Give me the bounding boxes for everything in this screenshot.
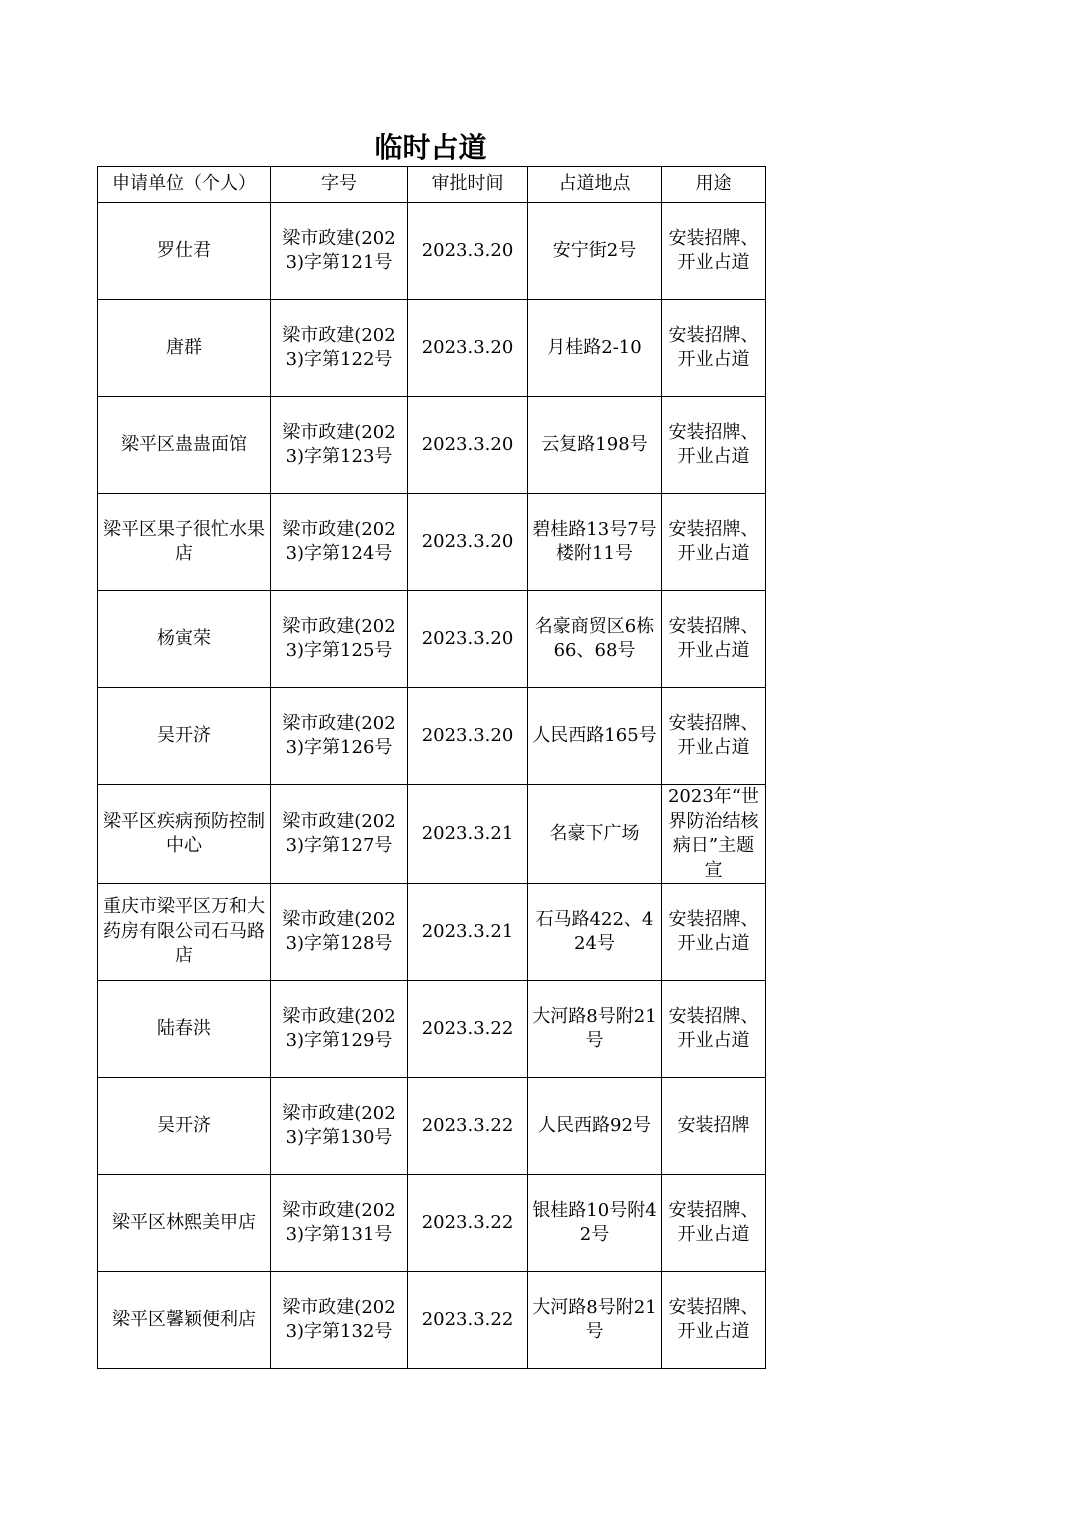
cell-location [528, 300, 662, 397]
table-row [98, 300, 766, 397]
cell-date-text: 2023.3.20 [421, 530, 514, 552]
cell-number-text: 梁市政建(2023)字第127号 [282, 810, 396, 856]
cell-applicant-text: 罗仕君 [157, 239, 211, 261]
cell-number-text: 梁市政建(2023)字第130号 [282, 1102, 396, 1148]
cell-date-text: 2023.3.22 [421, 1308, 514, 1330]
cell-purpose [662, 1175, 766, 1272]
cell-location [528, 494, 662, 591]
cell-date-text: 2023.3.22 [421, 1114, 514, 1136]
header-date: 审批时间 [408, 167, 528, 203]
cell-applicant-text: 梁平区疾病预防控制中心 [103, 810, 265, 856]
cell-date [408, 785, 528, 884]
cell-date-text: 2023.3.20 [421, 239, 514, 261]
cell-date [408, 203, 528, 300]
cell-purpose [662, 1078, 766, 1175]
cell-date-text: 2023.3.20 [421, 336, 514, 358]
cell-number [271, 1175, 408, 1272]
cell-location-text: 月桂路2-10 [547, 336, 642, 358]
occupation-table [97, 166, 766, 1369]
table-row [98, 981, 766, 1078]
cell-date [408, 397, 528, 494]
cell-number-text: 梁市政建(2023)字第129号 [282, 1005, 396, 1051]
cell-applicant [98, 300, 271, 397]
cell-number [271, 1272, 408, 1369]
cell-purpose [662, 397, 766, 494]
cell-purpose [662, 785, 766, 884]
table-row [98, 1078, 766, 1175]
cell-location [528, 884, 662, 981]
cell-number-text: 梁市政建(2023)字第131号 [282, 1199, 396, 1245]
cell-date-text: 2023.3.20 [421, 724, 514, 746]
table-row [98, 785, 766, 884]
cell-applicant-text: 陆春洪 [157, 1017, 211, 1039]
cell-purpose-text: 安装招牌、开业占道 [668, 421, 759, 467]
cell-purpose [662, 688, 766, 785]
cell-applicant-text: 重庆市梁平区万和大药房有限公司石马路店 [103, 896, 265, 967]
cell-location-text: 云复路198号 [541, 433, 648, 455]
cell-purpose-text: 安装招牌、开业占道 [668, 1199, 759, 1245]
cell-location [528, 981, 662, 1078]
cell-applicant [98, 203, 271, 300]
table-row [98, 884, 766, 981]
cell-date [408, 1272, 528, 1369]
table-row [98, 203, 766, 300]
header-number: 字号 [271, 167, 408, 203]
page-title: 临时占道 [374, 131, 487, 164]
cell-number-text: 梁市政建(2023)字第122号 [282, 324, 396, 370]
cell-date-text: 2023.3.22 [421, 1211, 514, 1233]
cell-location [528, 1078, 662, 1175]
cell-number-text: 梁市政建(2023)字第128号 [282, 908, 396, 954]
cell-applicant [98, 981, 271, 1078]
cell-applicant-text: 梁平区林熙美甲店 [112, 1211, 256, 1233]
table-row [98, 1175, 766, 1272]
cell-applicant-text: 梁平区蛊蛊面馆 [121, 433, 247, 455]
cell-purpose-text: 安装招牌、开业占道 [668, 1296, 759, 1342]
table-row [98, 591, 766, 688]
cell-location-text: 碧桂路13号7号楼附11号 [532, 518, 657, 564]
table-row [98, 688, 766, 785]
cell-number [271, 397, 408, 494]
cell-purpose [662, 1272, 766, 1369]
cell-number [271, 591, 408, 688]
cell-applicant-text: 吴开济 [157, 1114, 211, 1136]
cell-location-text: 大河路8号附21号 [532, 1005, 657, 1051]
header-location: 占道地点 [528, 167, 662, 203]
cell-location [528, 203, 662, 300]
cell-purpose-text: 2023年“世界防治结核病日”主题宣 [667, 786, 759, 881]
cell-number [271, 785, 408, 884]
table-row [98, 1272, 766, 1369]
cell-purpose [662, 203, 766, 300]
cell-location [528, 591, 662, 688]
cell-location-text: 人民西路92号 [538, 1114, 651, 1136]
cell-applicant [98, 688, 271, 785]
cell-date-text: 2023.3.22 [421, 1017, 514, 1039]
cell-number [271, 494, 408, 591]
cell-purpose [662, 981, 766, 1078]
cell-applicant [98, 785, 271, 884]
cell-location-text: 大河路8号附21号 [532, 1296, 657, 1342]
cell-location [528, 397, 662, 494]
cell-date [408, 494, 528, 591]
cell-applicant [98, 591, 271, 688]
cell-date-text: 2023.3.21 [421, 822, 514, 844]
cell-applicant [98, 494, 271, 591]
cell-purpose-text: 安装招牌 [677, 1114, 750, 1136]
cell-applicant-text: 杨寅荣 [157, 627, 211, 649]
cell-location-text: 安宁街2号 [552, 239, 637, 261]
cell-purpose-text: 安装招牌、开业占道 [668, 518, 759, 564]
cell-location [528, 688, 662, 785]
cell-number-text: 梁市政建(2023)字第125号 [282, 615, 396, 661]
cell-applicant [98, 884, 271, 981]
header-applicant: 申请单位（个人） [98, 167, 271, 203]
cell-date-text: 2023.3.20 [421, 627, 514, 649]
cell-location-text: 银桂路10号附42号 [532, 1199, 657, 1245]
cell-applicant [98, 1078, 271, 1175]
cell-applicant-text: 梁平区馨颖便利店 [112, 1308, 256, 1330]
table-row [98, 494, 766, 591]
cell-applicant-text: 唐群 [166, 336, 202, 358]
cell-purpose [662, 494, 766, 591]
cell-purpose-text: 安装招牌、开业占道 [668, 227, 759, 273]
cell-date [408, 1078, 528, 1175]
cell-number [271, 688, 408, 785]
cell-applicant [98, 1175, 271, 1272]
cell-location-text: 人民西路165号 [532, 724, 657, 746]
cell-number-text: 梁市政建(2023)字第123号 [282, 421, 396, 467]
cell-number-text: 梁市政建(2023)字第132号 [282, 1296, 396, 1342]
cell-date [408, 981, 528, 1078]
cell-date [408, 591, 528, 688]
cell-number [271, 203, 408, 300]
cell-date [408, 1175, 528, 1272]
cell-number-text: 梁市政建(2023)字第124号 [282, 518, 396, 564]
cell-number [271, 981, 408, 1078]
cell-purpose-text: 安装招牌、开业占道 [668, 908, 759, 954]
cell-applicant-text: 梁平区果子很忙水果店 [103, 518, 265, 564]
header-purpose: 用途 [662, 167, 766, 203]
cell-date [408, 884, 528, 981]
table-row [98, 397, 766, 494]
cell-location-text: 名豪商贸区6栋66、68号 [534, 615, 655, 661]
cell-applicant-text: 吴开济 [157, 724, 211, 746]
cell-purpose [662, 300, 766, 397]
cell-date-text: 2023.3.21 [421, 920, 514, 942]
cell-date [408, 300, 528, 397]
cell-number-text: 梁市政建(2023)字第126号 [282, 712, 396, 758]
cell-location [528, 1272, 662, 1369]
cell-purpose [662, 591, 766, 688]
cell-purpose-text: 安装招牌、开业占道 [668, 712, 759, 758]
header-row [98, 167, 766, 203]
cell-applicant [98, 1272, 271, 1369]
cell-purpose [662, 884, 766, 981]
cell-location [528, 785, 662, 884]
cell-purpose-text: 安装招牌、开业占道 [668, 615, 759, 661]
cell-date [408, 688, 528, 785]
cell-applicant [98, 397, 271, 494]
cell-number-text: 梁市政建(2023)字第121号 [282, 227, 396, 273]
cell-purpose-text: 安装招牌、开业占道 [668, 1005, 759, 1051]
cell-date-text: 2023.3.20 [421, 433, 514, 455]
cell-purpose-text: 安装招牌、开业占道 [668, 324, 759, 370]
cell-number [271, 1078, 408, 1175]
cell-number [271, 300, 408, 397]
cell-location [528, 1175, 662, 1272]
cell-location-text: 名豪下广场 [549, 822, 640, 844]
cell-number [271, 884, 408, 981]
cell-location-text: 石马路422、424号 [535, 908, 654, 954]
